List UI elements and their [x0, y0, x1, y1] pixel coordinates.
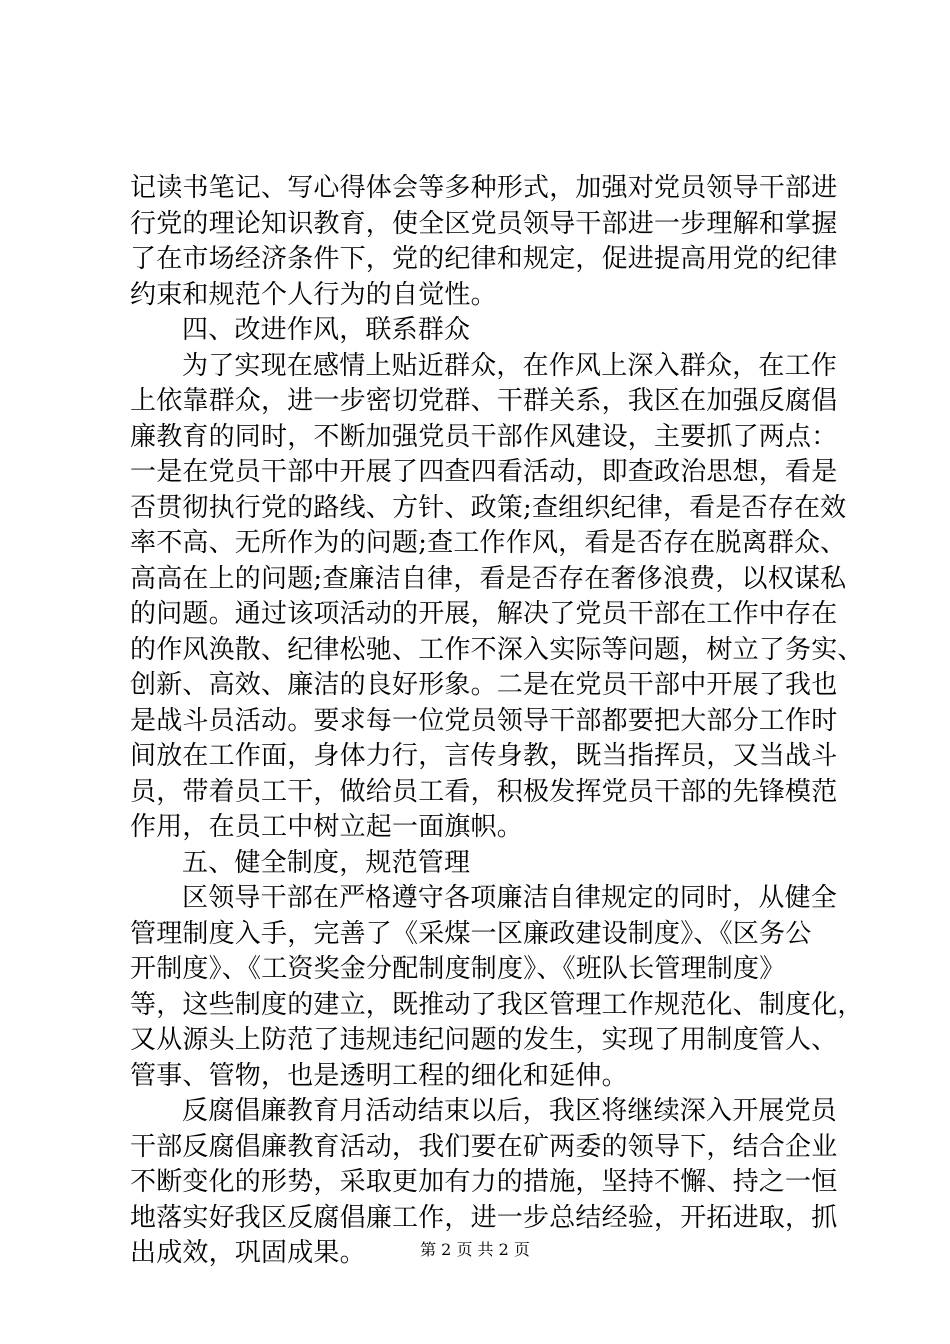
- text-line: 地落实好我区反腐倡廉工作，进一步总结经验，开拓进取，抓: [130, 1202, 838, 1233]
- text-line: 行党的理论知识教育，使全区党员领导干部进一步理解和掌握: [130, 208, 838, 239]
- text-line: 约束和规范个人行为的自觉性。: [130, 279, 497, 310]
- text-line: 了在市场经济条件下，党的纪律和规定，促进提高用党的纪律: [130, 244, 838, 274]
- text-line: 高高在上的问题;查廉洁自律，看是否存在奢侈浪费，以权谋私: [130, 563, 847, 594]
- text-line: 是战斗员活动。要求每一位党员领导干部都要把大部分工作时: [130, 705, 838, 736]
- text-line: 廉教育的同时，不断加强党员干部作风建设，主要抓了两点：: [130, 421, 838, 452]
- text-line: 管事、管物，也是透明工程的细化和延伸。: [130, 1060, 628, 1091]
- text-line: 率不高、无所作为的问题;查工作作风，看是否存在脱离群众、: [130, 528, 847, 558]
- document-body: [130, 171, 864, 1272]
- text-line: 反腐倡廉教育月活动结束以后，我区将继续深入开展党员: [182, 1096, 838, 1126]
- section-heading: 五、健全制度，规范管理: [182, 847, 471, 878]
- text-line: 出成效，巩固成果。: [130, 1238, 366, 1268]
- text-line: 间放在工作面，身体力行，言传身教，既当指挥员，又当战斗: [130, 741, 838, 771]
- section-heading: 四、改进作风，联系群众: [182, 315, 471, 345]
- text-line: 上依靠群众，进一步密切党群、干群关系，我区在加强反腐倡: [130, 386, 838, 416]
- text-line: 不断变化的形势，采取更加有力的措施，坚持不懈、持之一恒: [130, 1167, 838, 1197]
- page-number-footer: 第 2 页 共 2 页: [420, 1240, 530, 1259]
- text-line: 管理制度入手，完善了《采煤一区廉政建设制度》、《区务公: [130, 918, 812, 949]
- text-line: 为了实现在感情上贴近群众，在作风上深入群众，在工作: [182, 350, 838, 381]
- text-line: 等，这些制度的建立，既推动了我区管理工作规范化、制度化，: [130, 989, 864, 1020]
- text-line: 一是在党员干部中开展了四查四看活动，即查政治思想，看是: [130, 457, 838, 487]
- text-line: 创新、高效、廉洁的良好形象。二是在党员干部中开展了我也: [130, 670, 838, 700]
- text-line: 作用，在员工中树立起一面旗帜。: [130, 812, 524, 842]
- text-line: 区领导干部在严格遵守各项廉洁自律规定的同时，从健全: [182, 883, 838, 913]
- text-line: 否贯彻执行党的路线、方针、政策;查组织纪律，看是否存在效: [130, 492, 847, 523]
- text-line: 又从源头上防范了违规违纪问题的发生，实现了用制度管人、: [130, 1025, 838, 1055]
- text-line: 的问题。通过该项活动的开展，解决了党员干部在工作中存在: [130, 599, 838, 629]
- text-line: 员，带着员工干，做给员工看，积极发挥党员干部的先锋模范: [130, 776, 838, 807]
- text-line: 的作风涣散、纪律松驰、工作不深入实际等问题，树立了务实、: [130, 634, 864, 665]
- text-line: 开制度》、《工资奖金分配制度制度》、《班队长管理制度》: [130, 954, 786, 984]
- text-line: 记读书笔记、写心得体会等多种形式，加强对党员领导干部进: [130, 173, 838, 203]
- text-line: 干部反腐倡廉教育活动，我们要在矿两委的领导下，结合企业: [130, 1131, 838, 1162]
